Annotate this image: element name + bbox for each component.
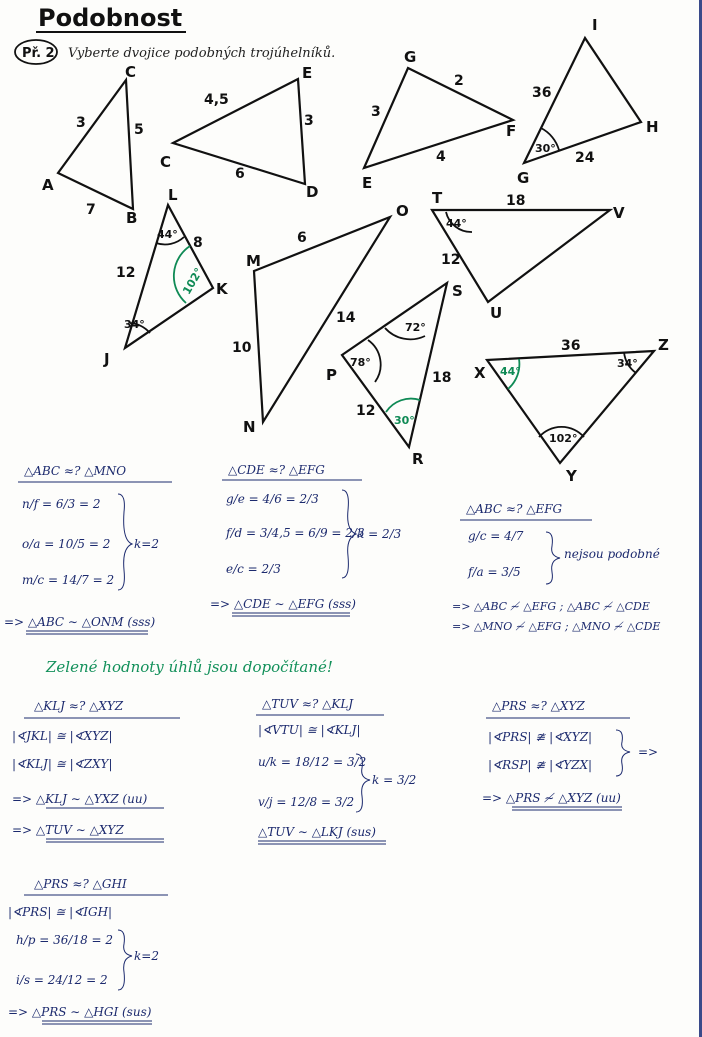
- work-prs-ghi: [8, 877, 168, 1024]
- vertex-v: V: [613, 204, 625, 222]
- triangle-abc: [42, 63, 144, 227]
- work-cde-efg-line3: e/c = 2/3: [226, 562, 281, 576]
- vertex-c: C: [125, 63, 137, 81]
- work-prs-ghi-k: k=2: [134, 949, 159, 963]
- angle-j: 34°: [124, 318, 145, 331]
- work-prs-ghi-line2: h/p = 36/18 = 2: [16, 933, 114, 947]
- green-values-note: Zelené hodnoty úhlů jsou dopočítané!: [46, 658, 333, 676]
- vertex-r: R: [412, 450, 424, 468]
- work-tuv-klj: [256, 697, 416, 844]
- work-prs-ghi-line3: i/s = 24/12 = 2: [16, 973, 108, 987]
- vertex-b: B: [126, 209, 138, 227]
- side-mn: 10: [232, 340, 252, 356]
- work-cde-efg-line1: g/e = 4/6 = 2/3: [226, 492, 319, 506]
- work-abc-efg-header: △ABC ≈? △EFG: [466, 502, 563, 516]
- side-mo: 6: [297, 230, 307, 246]
- page-title: Podobnost: [38, 4, 183, 32]
- work-abc-mno-line3: m/c = 14/7 = 2: [22, 573, 115, 587]
- exercise-instruction: Vyberte dvojice podobných trojúhelníků.: [68, 46, 336, 61]
- work-abc-mno-line1: n/f = 6/3 = 2: [22, 497, 101, 511]
- work-tuv-klj-k: k = 3/2: [372, 773, 417, 787]
- work-cde-efg-k: k = 2/3: [357, 527, 402, 541]
- angle-p: 78°: [350, 356, 371, 369]
- work-klj-xyz-header: △KLJ ≈? △XYZ: [34, 699, 124, 713]
- side-on: 14: [336, 310, 356, 326]
- work-abc-efg: [452, 502, 660, 633]
- angle-l: 44°: [157, 228, 178, 241]
- vertex-d: D: [306, 183, 319, 201]
- vertex-z: Z: [658, 336, 669, 354]
- work-tuv-klj-line2: u/k = 18/12 = 3/2: [258, 755, 367, 769]
- vertex-k: K: [216, 280, 228, 298]
- vertex-l: L: [168, 186, 178, 204]
- side-de: 3: [304, 113, 314, 129]
- work-prs-ghi-header: △PRS ≈? △GHI: [34, 877, 127, 891]
- triangle-cde: [160, 64, 318, 201]
- work-cde-efg-line2: f/d = 3/4,5 = 6/9 = 2/3: [226, 526, 365, 540]
- work-abc-efg-result2: => △MNO ≁ △EFG ; △MNO ≁ △CDE: [452, 620, 661, 633]
- work-prs-xyz-line1: |∢PRS| ≇ |∢XYZ|: [488, 730, 593, 744]
- vertex-s: S: [452, 282, 463, 300]
- angle-x: 44°: [500, 365, 521, 378]
- side-ef: 4: [436, 149, 446, 165]
- angle-t: 44°: [446, 217, 467, 230]
- side-sr: 18: [432, 370, 452, 386]
- side-lk: 8: [193, 235, 203, 251]
- side-xz: 36: [561, 338, 581, 354]
- work-klj-xyz-line2: |∢KLJ| ≅ |∢ZXY|: [12, 757, 113, 771]
- work-abc-mno: [4, 464, 172, 634]
- work-prs-ghi-result: => △PRS ∼ △HGI (sus): [8, 1005, 152, 1019]
- work-prs-xyz-line2: |∢RSP| ≇ |∢YZX|: [488, 758, 593, 772]
- angle-s: 72°: [405, 321, 426, 334]
- vertex-h: H: [646, 118, 659, 136]
- triangle-jkl: [103, 186, 229, 368]
- work-abc-mno-header: △ABC ≈? △MNO: [24, 464, 127, 478]
- work-abc-mno-k: k=2: [134, 537, 159, 551]
- vertex-i: I: [592, 16, 598, 34]
- work-abc-efg-line2: f/a = 3/5: [468, 565, 521, 579]
- work-klj-xyz-result2: => △TUV ∼ △XYZ: [12, 823, 124, 837]
- work-prs-xyz-header: △PRS ≈? △XYZ: [492, 699, 585, 713]
- exercise-label: Př. 2: [22, 46, 55, 61]
- vertex-u: U: [490, 304, 503, 322]
- work-abc-efg-line1: g/c = 4/7: [468, 529, 524, 543]
- vertex-g: G: [404, 48, 417, 66]
- side-pr: 12: [356, 403, 376, 419]
- work-prs-xyz-arrow: =>: [638, 745, 659, 759]
- side-tv: 18: [506, 193, 526, 209]
- triangle-xyz: [474, 336, 669, 485]
- angle-z: 34°: [617, 357, 638, 370]
- triangle-ghi: [517, 16, 659, 187]
- vertex-m: M: [246, 252, 261, 270]
- side-gh: 24: [575, 150, 595, 166]
- angle-k: 102°: [180, 265, 206, 297]
- side-gi: 36: [532, 85, 552, 101]
- side-ce: 4,5: [204, 92, 229, 108]
- side-eg: 3: [371, 104, 381, 120]
- work-prs-ghi-line1: |∢PRS| ≅ |∢IGH|: [8, 905, 113, 919]
- triangle-efg: [362, 48, 516, 192]
- work-klj-xyz-result1: => △KLJ ∼ △YXZ (uu): [12, 792, 148, 806]
- vertex-o: O: [396, 202, 409, 220]
- side-cd: 6: [235, 166, 245, 182]
- work-cde-efg-result: => △CDE ∼ △EFG (sss): [210, 597, 356, 611]
- work-cde-efg: [210, 463, 402, 616]
- vertex-e2: E: [362, 174, 373, 192]
- side-tu: 12: [441, 252, 461, 268]
- vertex-g2: G: [517, 169, 530, 187]
- angle-g: 30°: [535, 142, 556, 155]
- side-gf: 2: [454, 73, 464, 89]
- vertex-c2: C: [160, 153, 172, 171]
- work-cde-efg-header: △CDE ≈? △EFG: [228, 463, 325, 477]
- work-tuv-klj-header: △TUV ≈? △KLJ: [262, 697, 354, 711]
- work-klj-xyz: [12, 699, 180, 842]
- work-abc-mno-line2: o/a = 10/5 = 2: [22, 537, 111, 551]
- work-tuv-klj-result: △TUV ∼ △LKJ (sus): [258, 825, 376, 839]
- side-ab: 7: [86, 202, 96, 218]
- vertex-e: E: [302, 64, 313, 82]
- triangle-mno: [232, 202, 409, 436]
- vertex-n: N: [243, 418, 256, 436]
- work-abc-efg-note: nejsou podobné: [564, 547, 660, 561]
- side-bc: 5: [134, 122, 144, 138]
- work-prs-xyz: [482, 699, 658, 810]
- work-tuv-klj-line1: |∢VTU| ≅ |∢KLJ|: [258, 723, 361, 737]
- vertex-j: J: [104, 350, 110, 368]
- work-abc-efg-result1: => △ABC ≁ △EFG ; △ABC ≁ △CDE: [452, 600, 650, 613]
- vertex-f: F: [506, 122, 517, 140]
- vertex-t: T: [432, 189, 443, 207]
- work-klj-xyz-line1: |∢JKL| ≅ |∢XYZ|: [12, 729, 113, 743]
- side-ac: 3: [76, 115, 86, 131]
- angle-r: 30°: [394, 414, 415, 427]
- work-prs-xyz-result: => △PRS ≁ △XYZ (uu): [482, 791, 621, 805]
- vertex-x: X: [474, 364, 486, 382]
- side-lj: 12: [116, 265, 136, 281]
- vertex-y: Y: [566, 467, 577, 485]
- triangle-tuv: [432, 189, 625, 322]
- vertex-a: A: [42, 176, 54, 194]
- angle-y: 102°: [549, 432, 578, 445]
- work-tuv-klj-line3: v/j = 12/8 = 3/2: [258, 795, 355, 809]
- vertex-p: P: [326, 366, 337, 384]
- work-abc-mno-result: => △ABC ∼ △ONM (sss): [4, 615, 156, 629]
